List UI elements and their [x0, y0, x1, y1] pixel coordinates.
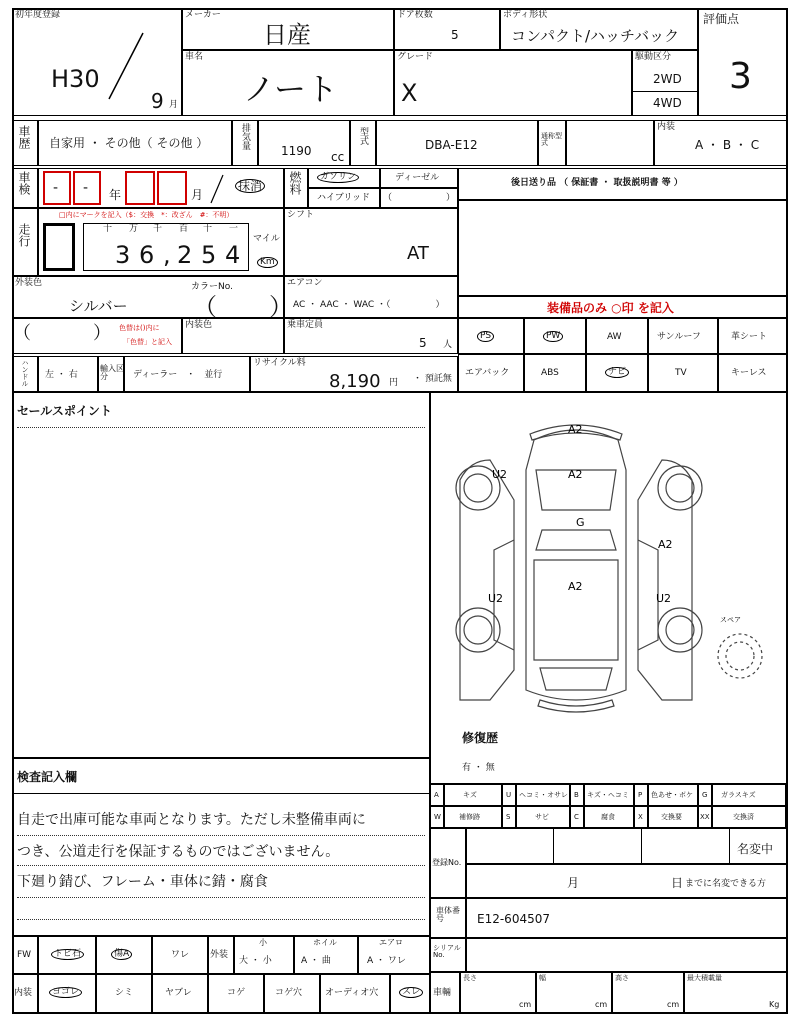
yogore-cell — [38, 974, 96, 1014]
weight-label: 最大積載量 — [687, 974, 722, 982]
doors: 5 — [451, 28, 459, 42]
type-label: 型式 — [358, 127, 368, 145]
legend-glass — [712, 784, 786, 806]
registration-label-cell — [430, 828, 466, 898]
equip-sunroof — [648, 318, 718, 354]
grade-cell — [394, 50, 632, 116]
kizu-a-cell — [96, 936, 152, 974]
first-reg-year: H30 — [51, 65, 100, 93]
drive-label: 駆動区分 — [635, 52, 672, 62]
grade: X — [401, 79, 418, 107]
reg-div-2 — [641, 829, 642, 863]
width-unit: cm — [595, 1000, 608, 1009]
first-reg-slash — [103, 31, 153, 101]
diesel-cell — [380, 168, 458, 188]
weight-unit: Kg — [769, 1000, 780, 1009]
koge: コゲ — [227, 988, 246, 998]
chassis-label-cell — [430, 898, 466, 938]
shift: AT — [407, 243, 429, 264]
dimensions-label: 車輛 — [433, 988, 452, 998]
insp-rule-2 — [17, 865, 425, 866]
handle: 左 ・ 右 — [45, 370, 78, 380]
yogore: ヨゴレ — [49, 987, 82, 998]
wheel-options: A ・ 曲 — [301, 956, 331, 966]
equip-keyless — [718, 354, 788, 392]
shift-label: シフト — [287, 210, 315, 220]
odo-digit-4: 2 — [177, 241, 193, 269]
width-label: 幅 — [539, 974, 546, 982]
equip-pw — [524, 318, 586, 354]
chassis-cell — [466, 898, 788, 938]
mark-a2-roof: A2 — [568, 580, 583, 593]
equip-navi — [586, 354, 648, 392]
color-paren-close: ） — [269, 293, 293, 321]
mark-a2-front: A2 — [568, 423, 583, 436]
score-label: 評価点 — [703, 12, 740, 26]
equip-airbag-label: エアバック — [465, 368, 510, 378]
odo-digit-3: 6 — [139, 241, 155, 269]
dash-2: - — [83, 180, 89, 196]
reg-deadline: までに名変できる方 — [685, 879, 767, 889]
interior-grade: A ・ B ・ C — [695, 138, 760, 152]
handle-label: ハンドル — [21, 359, 29, 387]
kizu-a: 傷A — [111, 949, 132, 960]
exterior-cell — [12, 276, 293, 321]
repair-cell — [430, 724, 788, 784]
koge-cell — [208, 974, 264, 1014]
shift-cell — [284, 208, 458, 276]
serial-label-cell — [430, 938, 466, 972]
legend-hekomi — [516, 784, 570, 806]
odo-digit-5: 5 — [201, 241, 217, 269]
displacement-label: 排気量 — [240, 123, 250, 150]
type: DBA-E12 — [425, 138, 478, 152]
type-cell — [376, 120, 538, 166]
history-cell — [38, 120, 232, 166]
body-label: ボディ形状 — [503, 10, 548, 20]
odo-digit-2: 3 — [115, 241, 131, 269]
month-unit-2: 月 — [191, 188, 204, 202]
legend-fushoku — [584, 806, 634, 828]
odo-unit-3: 百 — [179, 224, 189, 234]
length-cell — [460, 972, 536, 1014]
equip-aw-label: AW — [607, 332, 622, 342]
import-cell — [124, 356, 250, 392]
ware-cell — [152, 936, 208, 974]
doors-label: ドア枚数 — [397, 10, 433, 20]
drive-2wd: 2WD — [653, 72, 682, 86]
legend-a — [430, 784, 444, 806]
size-label: 小 — [259, 938, 267, 947]
capacity: 5 — [419, 336, 427, 350]
legend-kizu-text: キズ — [463, 791, 477, 799]
inspection-divider — [13, 793, 429, 794]
equip-aw — [586, 318, 648, 354]
car-diagram — [430, 400, 788, 740]
docs: 後日送り品 （ 保証書 ・ 取扱説明書 等 ） — [511, 178, 683, 188]
legend-koukan-zumi-text: 交換済 — [733, 813, 754, 821]
maker-cell — [182, 8, 394, 50]
odo-label: 走行 — [17, 223, 31, 247]
hybrid-cell — [308, 188, 380, 208]
name-change: 名変中 — [737, 842, 774, 856]
reg-div-1 — [553, 829, 554, 863]
aircon-cell — [284, 276, 458, 318]
equip-abs — [524, 354, 586, 392]
inspection-line-3: 下廻り錆び、フレーム・車体に錆・腐食 — [17, 874, 268, 890]
legend-a-code: A — [434, 791, 439, 799]
history: 自家用 ・ その他（ その他 ） — [49, 136, 209, 150]
registration-label: 登録No. — [432, 858, 462, 867]
gasoline: ガソリン — [317, 172, 359, 183]
displacement: 1190 — [281, 144, 312, 158]
legend-x-code: X — [638, 813, 643, 821]
insp-month-box1 — [125, 171, 155, 205]
equip-title-cell — [458, 296, 788, 318]
tobiishi: トビ石 — [51, 949, 84, 960]
legend-c-code: C — [574, 813, 579, 821]
insp-month-box2 — [157, 171, 187, 205]
fuel-label-cell — [284, 168, 308, 208]
doors-cell — [394, 8, 500, 50]
legend-w — [430, 806, 444, 828]
odo-unit-4: 十 — [203, 224, 213, 234]
odo-digit-6: 4 — [225, 241, 241, 269]
inspection-notes-cell — [12, 758, 430, 936]
person-unit: 人 — [443, 340, 453, 350]
docs-detail-cell — [458, 200, 788, 296]
equip-tv — [648, 354, 718, 392]
legend-x — [634, 806, 648, 828]
body-type: コンパクト/ハッチバック — [511, 27, 680, 45]
koge-ana-cell — [264, 974, 320, 1014]
mark-a2-right-door: A2 — [658, 538, 673, 551]
equip-pw-label: PW — [543, 331, 563, 342]
equip-tv-label: TV — [675, 368, 687, 378]
score-cell — [698, 8, 788, 116]
sales-point-rule — [17, 427, 425, 428]
shimi-cell — [96, 974, 152, 1014]
insp-rule-1 — [17, 835, 425, 836]
odo-note: □内にマークを記入（$：交換 *：改ざん #：不明） — [59, 211, 234, 219]
equip-abs-label: ABS — [541, 368, 559, 378]
type-label-cell — [350, 120, 376, 166]
legend-w-code: W — [434, 813, 441, 821]
naiso-label: 内装 — [14, 988, 33, 998]
model: ノート — [243, 70, 339, 108]
fw-label-cell — [12, 936, 38, 974]
interior-grade-cell — [654, 120, 788, 166]
legend-s — [502, 806, 516, 828]
inspection-label-cell — [12, 168, 38, 208]
color-change-paren-close: ） — [93, 323, 111, 344]
legend-xx — [698, 806, 712, 828]
grade-label: グレード — [397, 52, 434, 62]
mark-u2-rr: U2 — [656, 592, 672, 605]
odo-mark-box — [43, 223, 75, 271]
insp-slash — [207, 173, 227, 205]
odo-comma: , — [163, 241, 171, 269]
dash-1: - — [53, 180, 59, 196]
tobiishi-cell — [38, 936, 96, 974]
registration-no-cell — [466, 828, 788, 864]
first-registration-cell — [12, 8, 182, 116]
odo-unit-0: 十 — [103, 224, 113, 234]
mark-u2-fr: U2 — [492, 468, 508, 481]
legend-sabi-text: サビ — [535, 813, 549, 821]
aero-options: A ・ ワレ — [367, 956, 406, 966]
legend-u — [502, 784, 516, 806]
serial-cell — [466, 938, 788, 972]
equip-sunroof-label: サンルーフ — [657, 332, 701, 342]
capacity-cell — [284, 318, 458, 354]
gasoline-cell — [308, 168, 380, 188]
common-type-label: 通称型式 — [541, 132, 562, 147]
hybrid: ハイブリッド — [317, 193, 371, 203]
legend-hoshu — [444, 806, 502, 828]
legend-koukan-you — [648, 806, 698, 828]
legend-koukan-zumi — [712, 806, 786, 828]
model-label: 車名 — [185, 52, 204, 62]
legend-hekomi-text: ヘコミ・オサレ — [519, 791, 568, 799]
color-change-paren-open: （ — [13, 323, 31, 344]
model-cell — [182, 50, 394, 116]
fw-label: FW — [17, 950, 32, 960]
naiso-label-cell — [12, 974, 38, 1014]
equip-leather — [718, 318, 788, 354]
wheel-cell — [294, 936, 358, 974]
recycle-fee: 8,190 — [329, 371, 381, 392]
repair-label: 修復歴 — [462, 731, 499, 745]
import-label: 輸入区分 — [100, 364, 124, 381]
odo-unit-1: 万 — [129, 224, 139, 234]
displacement-label-cell — [232, 120, 258, 166]
exterior-color: シルバー — [69, 297, 128, 315]
aero-label: エアロ — [379, 938, 403, 947]
docs-cell — [458, 168, 788, 200]
mile-unit: マイル — [253, 234, 280, 244]
wheel-label: ホイル — [313, 938, 337, 947]
first-reg-month: 9 — [151, 89, 164, 113]
color-change-cell — [12, 318, 182, 354]
height-label: 高さ — [615, 974, 629, 982]
legend-kizu-hekomi — [584, 784, 634, 806]
legend-kizu-hekomi-text: キズ・ヘコミ — [587, 791, 629, 799]
drive-divider — [633, 91, 697, 92]
length-unit: cm — [519, 1000, 532, 1009]
legend-b-code: B — [574, 791, 579, 799]
fuel-other: （ ） — [383, 193, 456, 203]
yen-unit: 円 — [389, 378, 399, 388]
insp-rule-4 — [17, 919, 425, 920]
odo-cell — [38, 208, 284, 276]
spare-label: スペア — [720, 616, 741, 624]
koge-ana: コゲ穴 — [275, 988, 303, 998]
import: ディーラー ・ 並行 — [133, 370, 223, 380]
mark-g-windshield: G — [576, 516, 585, 529]
width-cell — [536, 972, 612, 1014]
month-unit: 月 — [169, 100, 179, 110]
inspection-line-2: つき、公道走行を保証するものではございません。 — [17, 844, 340, 860]
odo-label-cell — [12, 208, 38, 276]
reg-day: 日 — [671, 876, 684, 890]
reg-month: 月 — [567, 876, 580, 890]
aircon-label: エアコン — [287, 278, 323, 288]
ware: ワレ — [171, 950, 190, 960]
legend-fushoku-text: 腐食 — [601, 813, 615, 821]
diesel: ディーゼル — [395, 173, 440, 183]
weight-cell — [684, 972, 788, 1014]
legend-glass-text: ガラスキズ — [721, 791, 756, 799]
inspection-label: 車検 — [17, 171, 31, 195]
drive-4wd: 4WD — [653, 96, 682, 110]
equip-leather-label: 革シート — [731, 332, 768, 342]
interior-color-label: 内装色 — [185, 320, 213, 330]
handle-label-cell — [12, 356, 38, 392]
chassis-label: 車体番号 — [436, 906, 460, 923]
gaiso-label-cell — [208, 936, 234, 974]
audio-hole-cell — [320, 974, 390, 1014]
mark-u2-rl: U2 — [488, 592, 504, 605]
maker-label: メーカー — [185, 10, 221, 20]
serial-label: シリアルNo. — [433, 944, 461, 959]
insp-rule-3 — [17, 897, 425, 898]
legend-s-code: S — [506, 813, 511, 821]
legend-sabi — [516, 806, 570, 828]
registration-date-cell — [466, 864, 788, 898]
sales-point-cell — [12, 392, 430, 758]
audio-hole: オーディオ穴 — [325, 988, 379, 998]
legend-g — [698, 784, 712, 806]
legend-hoshu-text: 補修跡 — [459, 813, 480, 821]
color-note-2: 「色替」と記入 — [123, 338, 172, 346]
height-unit: cm — [667, 1000, 680, 1009]
inspection-line-1: 自走で出庫可能な車両となります。ただし未整備車両に — [17, 812, 366, 828]
gaiso-label: 外装 — [210, 950, 229, 960]
drive-cell — [632, 50, 698, 116]
chassis-number: E12-604507 — [477, 912, 550, 926]
size-cell — [234, 936, 294, 974]
mark-a2-hood: A2 — [568, 468, 583, 481]
no-inspection: 抹消 — [235, 179, 265, 193]
import-label-cell — [98, 356, 124, 392]
common-type-label-cell — [538, 120, 566, 166]
yabure: ヤブレ — [165, 988, 192, 998]
height-cell — [612, 972, 684, 1014]
capacity-label: 乗車定員 — [287, 320, 324, 330]
legend-iroase-text: 色あせ・ボケ — [651, 791, 693, 799]
shimi: シミ — [115, 988, 134, 998]
inspection-title: 検査記入欄 — [17, 770, 78, 784]
legend-b — [570, 784, 584, 806]
fuel-other-cell — [380, 188, 458, 208]
equip-title: 装備品のみ ○印 を記入 — [547, 301, 674, 315]
equip-navi-label: ナビ — [605, 367, 629, 378]
size-options: 大 ・ 小 — [239, 956, 272, 966]
odo-unit-5: 一 — [229, 224, 239, 234]
legend-kizu — [444, 784, 502, 806]
sure-cell — [390, 974, 430, 1014]
deposit: ・ 預託無 — [413, 374, 452, 384]
inspection-cell — [38, 168, 284, 208]
fuel-label: 燃料 — [288, 171, 302, 195]
common-type-cell — [566, 120, 654, 166]
sales-point-label: セールスポイント — [17, 404, 112, 418]
legend-koukan-you-text: 交換要 — [661, 813, 682, 821]
legend-u-code: U — [506, 791, 512, 799]
interior-label: 内装 — [657, 122, 676, 132]
color-note-1: 色替は()内に — [119, 324, 160, 332]
interior-color-cell — [182, 318, 284, 354]
equip-ps — [458, 318, 524, 354]
body-cell — [500, 8, 698, 50]
history-label-cell — [12, 120, 38, 166]
km-unit: Km — [257, 257, 278, 268]
maker: 日産 — [263, 21, 311, 49]
sure: スレ — [399, 987, 423, 998]
equip-keyless-label: キーレス — [731, 368, 767, 378]
legend-p-code: P — [638, 791, 643, 799]
recycle-cell — [250, 356, 458, 392]
color-no-label: カラーNo. — [191, 282, 233, 292]
color-paren-open: （ — [193, 293, 217, 321]
handle-cell — [38, 356, 98, 392]
year-unit: 年 — [109, 188, 122, 202]
legend-grid — [430, 784, 788, 828]
reg-div-3 — [729, 829, 730, 863]
aircon: AC ・ AAC ・ WAC ・（ ） — [293, 300, 445, 310]
legend-g-code: G — [702, 791, 708, 799]
equip-ps-label: PS — [477, 331, 494, 342]
aero-cell — [358, 936, 430, 974]
history-label: 車歴 — [17, 125, 31, 149]
legend-iroase — [648, 784, 698, 806]
yabure-cell — [152, 974, 208, 1014]
legend-c — [570, 806, 584, 828]
cc-unit: cc — [331, 150, 345, 164]
length-label: 長さ — [463, 974, 477, 982]
recycle-label: リサイクル料 — [253, 358, 306, 368]
legend-xx-code: XX — [700, 813, 710, 821]
dimensions-label-cell — [430, 972, 460, 1014]
equip-airbag — [458, 354, 524, 392]
score: 3 — [729, 56, 752, 97]
exterior-label: 外装色 — [15, 278, 43, 288]
legend-p — [634, 784, 648, 806]
repair-value: 有 ・ 無 — [462, 763, 495, 773]
first-reg-label: 初年度登録 — [15, 10, 61, 20]
displacement-cell — [258, 120, 350, 166]
odo-unit-2: 千 — [153, 224, 163, 234]
